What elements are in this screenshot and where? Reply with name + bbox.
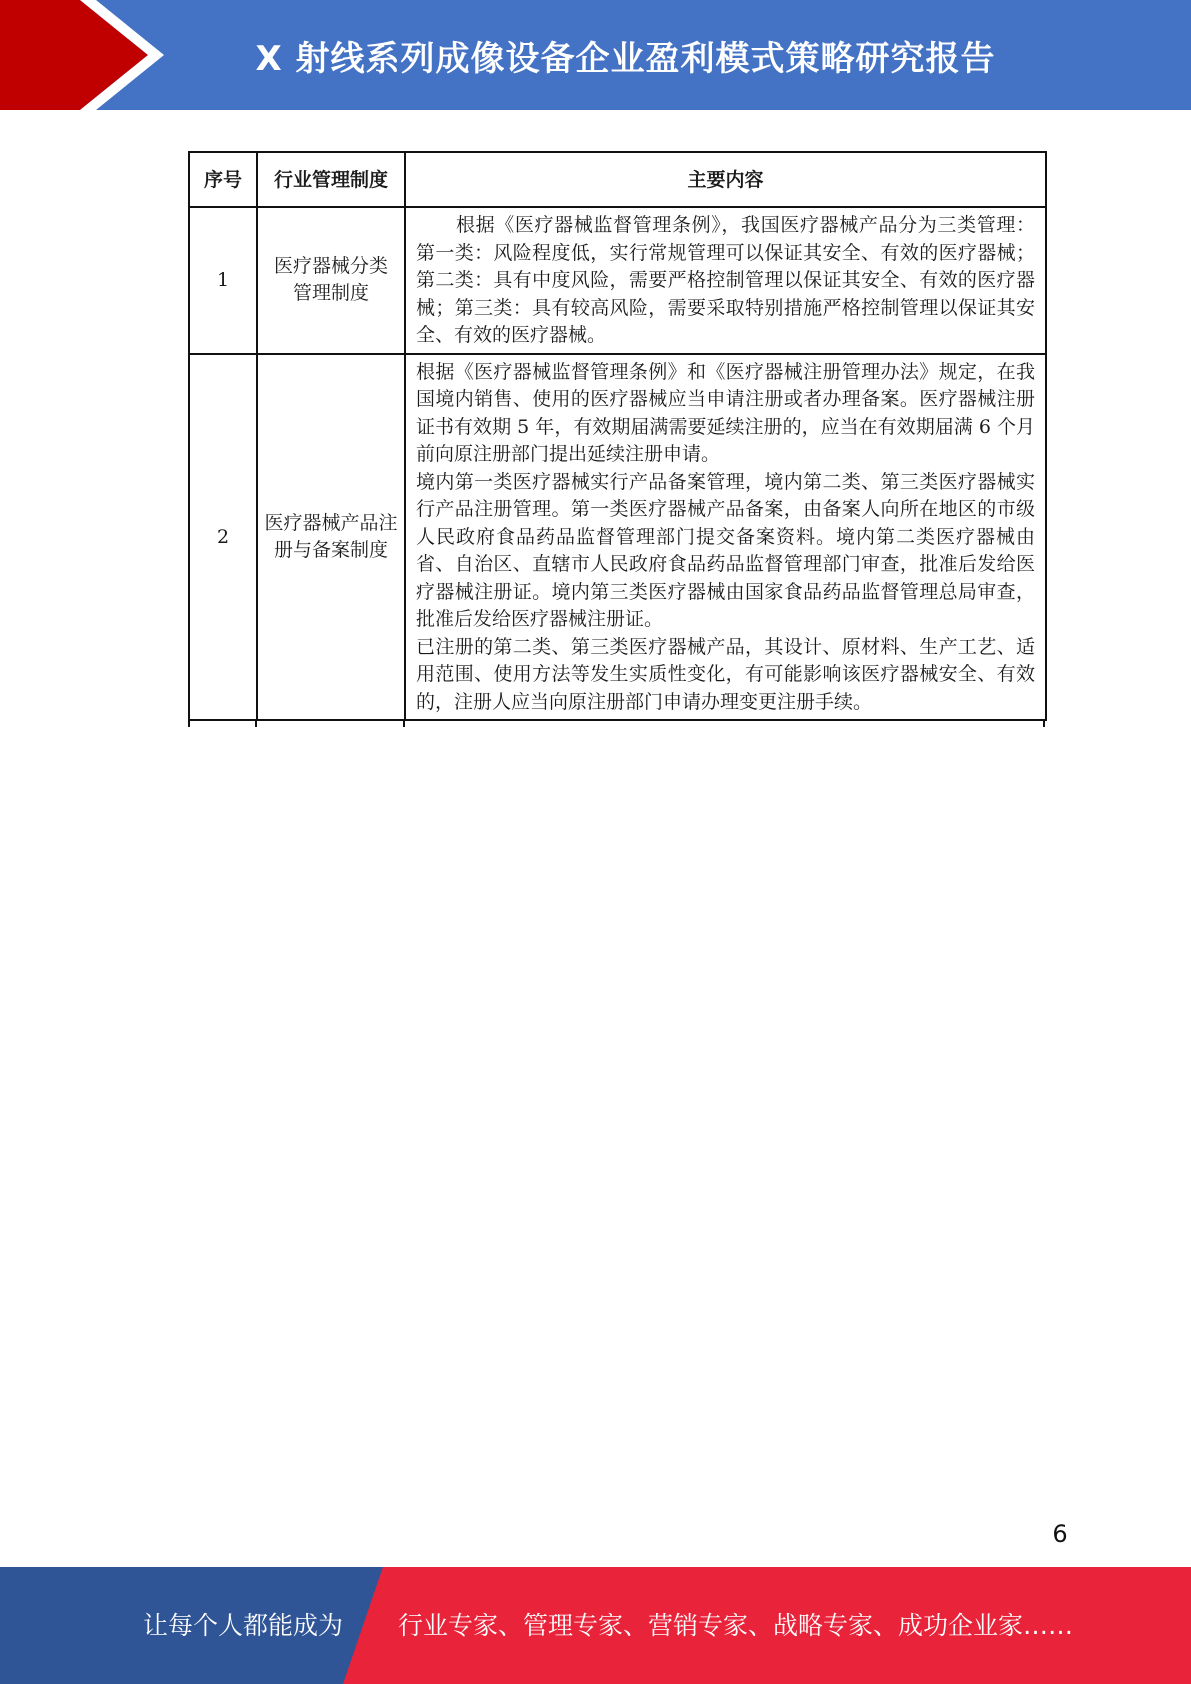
- system-name: 医疗器械产品注册与备案制度: [257, 354, 405, 721]
- content-cell: [405, 354, 1046, 721]
- content-paragraph: 境内第一类医疗器械实行产品备案管理，境内第二类、第三类医疗器械实行产品注册管理。第一类医疗器械产品备案，由备案人向所在地区的市级人民政府食品药品监督管理部门提交备案资料。境内第二类医疗器械由省、自治区、直辖市人民政府食品药品监督管理部门审查，批准后发给医疗器械注册证。境内第三类医疗器械由国家食品药品监督管理总局审查，批准后发给医疗器械注册证。: [416, 470, 1035, 630]
- content-paragraph: 根据《医疗器械监督管理条例》和《医疗器械注册管理办法》规定，在我国境内销售、使用的医疗器械应当申请注册或者办理备案。医疗器械注册证书有效期 5 年，有效期届满需要延续注册的，应当在有效期届满 6 个月前向原注册部门提出延续注册申请。: [416, 360, 1035, 465]
- tick-mark: [255, 721, 257, 727]
- row-number: 1: [189, 207, 257, 354]
- tick-mark: [403, 721, 405, 727]
- table-row: [189, 354, 1046, 721]
- table-header-row: [189, 152, 1046, 207]
- column-header-no: 序号: [189, 152, 257, 207]
- tick-mark: [188, 721, 190, 727]
- footer-slogan-right: 行业专家、管理专家、营销专家、战略专家、成功企业家……: [398, 1611, 1074, 1640]
- page-header: [0, 0, 1191, 110]
- row-number: 2: [189, 354, 257, 721]
- regulation-table: [188, 151, 1047, 721]
- table-row: [189, 207, 1046, 354]
- page-number: 6: [1052, 1520, 1068, 1548]
- column-header-system: 行业管理制度: [257, 152, 405, 207]
- footer-slogan-left: 让每个人都能成为: [143, 1611, 344, 1640]
- content-paragraph: 已注册的第二类、第三类医疗器械产品，其设计、原材料、生产工艺、适用范围、使用方法等发生实质性变化，有可能影响该医疗器械安全、有效的，注册人应当向原注册部门申请办理变更注册手续。: [416, 635, 1035, 713]
- content-cell: [405, 207, 1046, 354]
- tick-mark: [1043, 721, 1045, 727]
- content-paragraph: 根据《医疗器械监督管理条例》，我国医疗器械产品分为三类管理：第一类：风险程度低，实行常规管理可以保证其安全、有效的医疗器械；第二类：具有中度风险，需要严格控制管理以保证其安全、有效的医疗器械；第三类：具有较高风险，需要采取特别措施严格控制管理以保证其安全、有效的医疗器械。: [416, 214, 1035, 346]
- report-title: X 射线系列成像设备企业盈利模式策略研究报告: [255, 38, 996, 79]
- page-footer: [0, 1567, 1191, 1684]
- system-name: 医疗器械分类管理制度: [257, 207, 405, 354]
- table-continuation-ticks: [188, 721, 1045, 727]
- column-header-content: 主要内容: [405, 152, 1046, 207]
- regulation-table-container: [188, 151, 1045, 721]
